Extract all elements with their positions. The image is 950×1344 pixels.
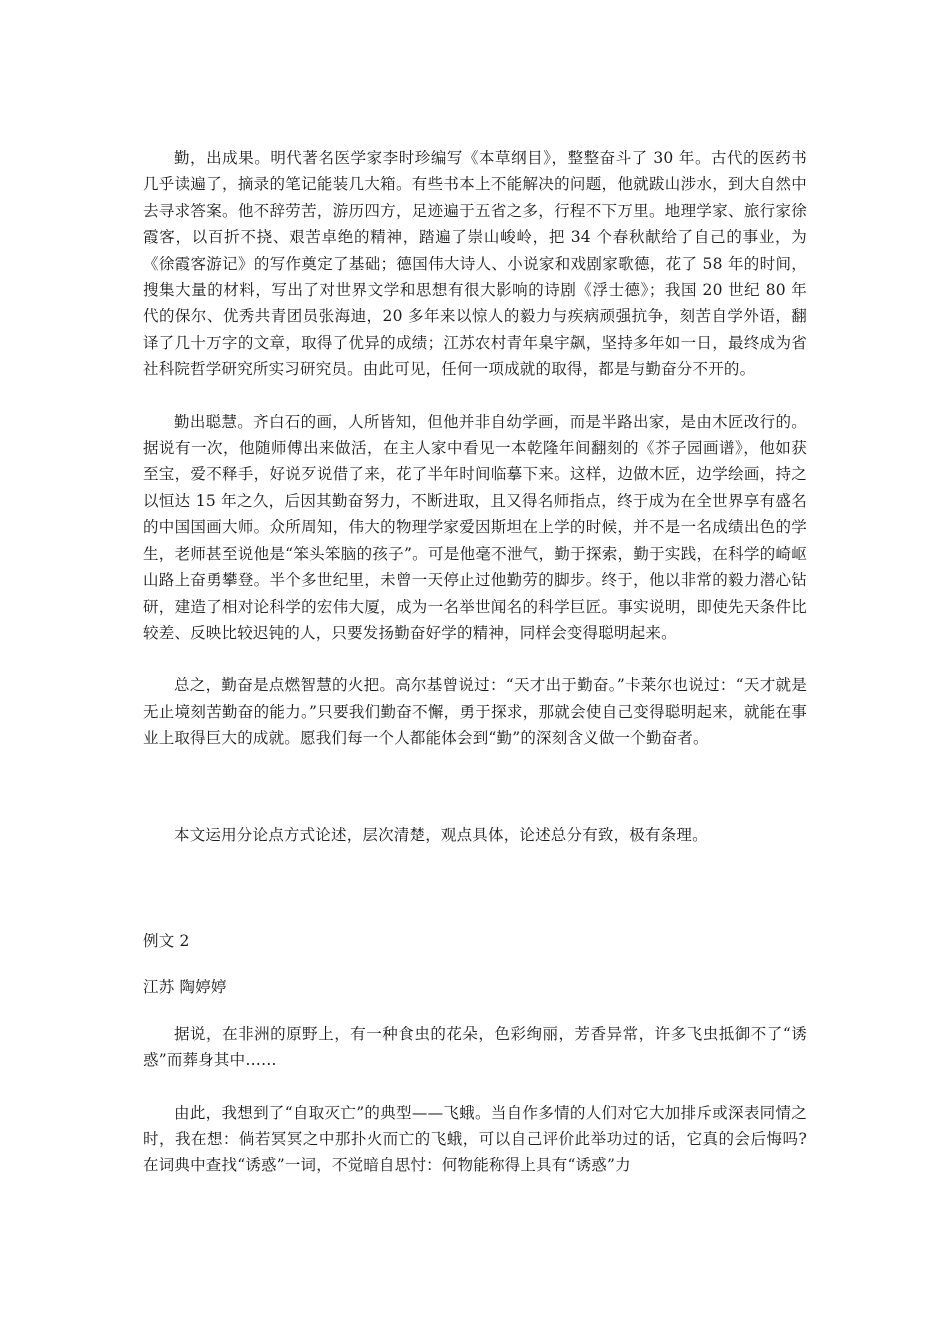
essay2-paragraph: 据说，在非洲的原野上，有一种食虫的花朵，色彩绚丽，芳香异常，许多飞虫抵御不了“诱惑”而葬身其中…… (143, 1024, 807, 1070)
paragraph-diligence-results: 勤，出成果。明代著名医学家李时珍编写《本草纲目》，整整奋斗了 30 年。古代的医药书几乎读遍了，摘录的笔记能装几大箱。有些书本上不能解决的问题，他就跋山涉水，到大自然中去寻求答案。他不辞劳苦，游历四方，足迹遍于五省之多，行程不下万里。地理学家、旅行家徐霞客，以百折不挠、艰苦卓绝的精神，踏遍了崇山峻岭，把 34 个春秋献给了自己的事业，为《徐霞客游记》的写作奠定了基础；德国伟大诗人、小说家和戏剧家歌德，花了 58 年的时间，搜集大量的材料，写出了对世界文学和思想有很大影响的诗剧《浮士德》；我国 20 世纪 80 年代的保尔、优秀共青团员张海迪，20 多年来以惊人的毅力与疾病顽强抗争，刻苦自学外语，翻译了几十万字的文章，取得了优异的成绩；江苏农村青年臬宇飙，坚持多年如一日，最终成为省社科院哲学研究所实习研究员。由此可见，任何一项成就的取得，都是与勤奋分不开的。 (143, 149, 807, 379)
essay2-paragraph: 由此，我想到了“自取灭亡”的典型——飞蛾。当自作多情的人们对它大加排斥或深表同情之时，我在想：倘若冥冥之中那扑火而亡的飞蛾，可以自己评价此举功过的话，它真的会后悔吗?在词典中查找“诱惑”一词，不觉暗自思忖：何物能称得上具有“诱惑”力 (143, 1103, 807, 1175)
paragraph-conclusion: 总之，勤奋是点燃智慧的火把。高尔基曾说过：“天才出于勤奋。”卡莱尔也说过：“天才就是无止境刻苦勤奋的能力。”只要我们勤奋不懈，勇于探求，那就会使自己变得聪明起来，就能在事业上取得巨大的成就。愿我们每一个人都能体会到“勤”的深刻含义做一个勤奋者。 (143, 676, 807, 748)
author-line: 江苏 陶婷婷 (143, 978, 227, 997)
example-heading: 例文 2 (143, 931, 190, 950)
document-body (143, 145, 807, 1179)
paragraph-diligence-wisdom: 勤出聪慧。齐白石的画，人所皆知，但他并非自幼学画，而是半路出家，是由木匠改行的。据说有一次，他随师傅出来做活，在主人家中看见一本乾隆年间翻刻的《芥子园画谱》，他如获至宝，爱不释手，好说歹说借了来，花了半年时间临摹下来。这样，边做木匠，边学绘画，持之以恒达 15 年之久，后因其勤奋努力，不断进取，且又得名师指点，终于成为在全世界享有盛名的中国国画大师。众所周知，伟大的物理学家爱因斯坦在上学的时候，并不是一名成绩出色的学生，老师甚至说他是“笨头笨脑的孩子”。可是他毫不泄气，勤于探索，勤于实践，在科学的崎岖山路上奋勇攀登。半个多世纪里，未曾一天停止过他勤劳的脚步。终于，他以非常的毅力潜心钻研，建造了相对论科学的宏伟大厦，成为一名举世闻名的科学巨匠。事实说明，即使先天条件比较差、反映比较迟钝的人，只要发扬勤奋好学的精神，同样会变得聪明起来。 (143, 412, 807, 642)
commentary: 本文运用分论点方式论述，层次清楚，观点具体，论述总分有致，极有条理。 (174, 825, 708, 844)
